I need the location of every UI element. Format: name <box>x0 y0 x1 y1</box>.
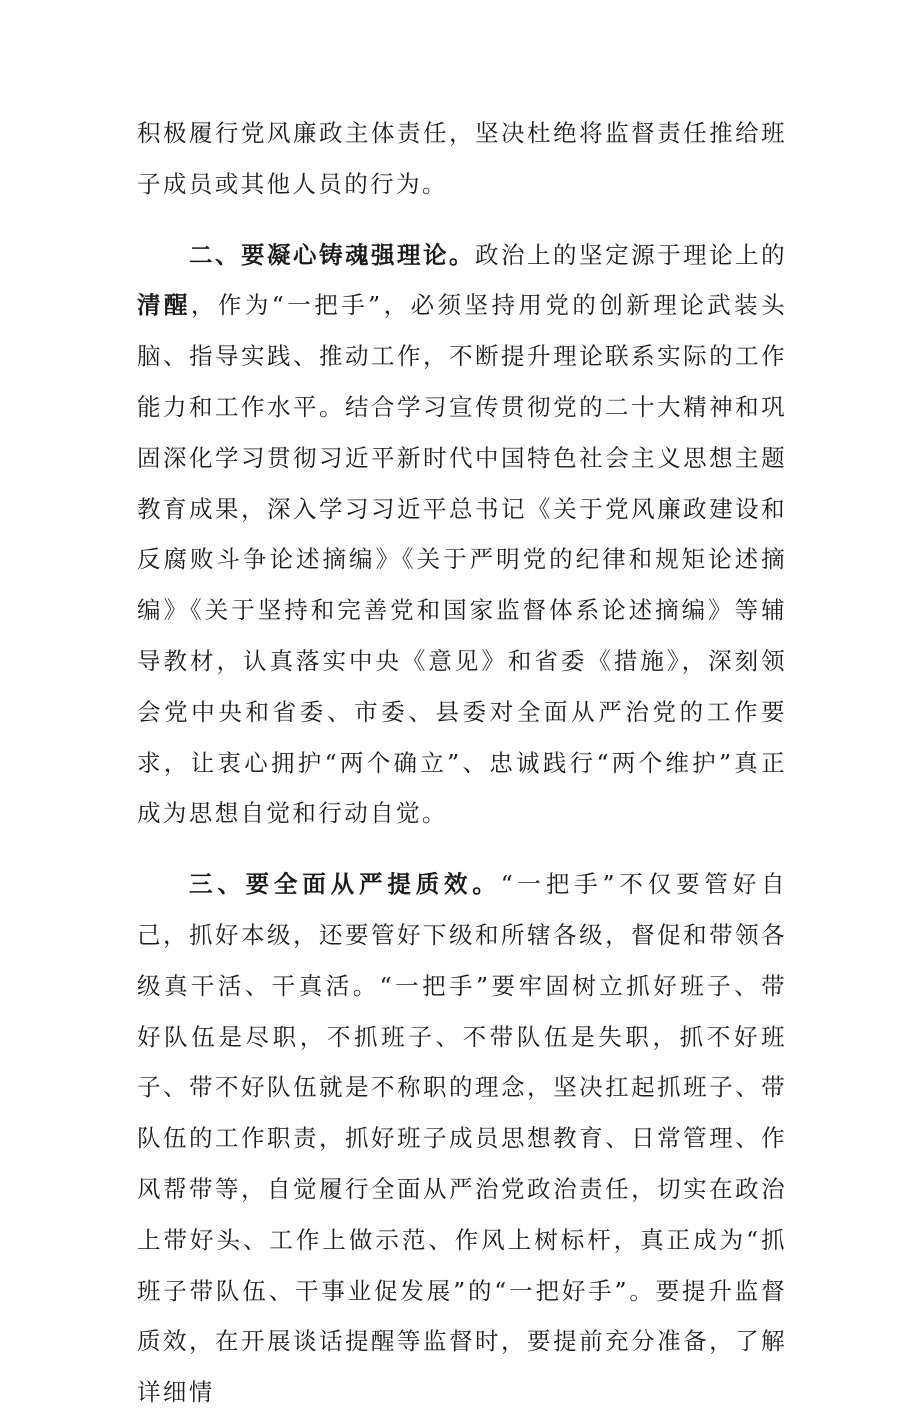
paragraph-theory <box>137 230 787 840</box>
section-heading: 二、要凝心铸魂强理论。 <box>189 240 476 269</box>
paragraph-quality <box>137 859 787 1418</box>
section-heading: 三、要全面从严提质效。 <box>189 870 501 899</box>
paragraph-text: 政治上的坚定源于理论上的 <box>475 240 787 269</box>
paragraph-text: “一把手”不仅要管好自己，抓好本级，还要管好下级和所辖各级，督促和带领各级真干活、干真活。“一把手”要牢固树立抓好班子、带好队伍是尽职，不抓班子、不带队伍是失职，抓不好班子、带不好队伍就是不称职的理念，坚决扛起抓班子、带队伍的工作职责，抓好班子成员思想教育、日常管理、作风帮带等，自觉履行全面从严治党政治责任，切实在政治上带好头、工作上做示范、作风上树标杆，真正成为“抓班子带队伍、干事业促发展”的“一把好手”。要提升监督质效，在开展谈话提醒等监督时，要提前充分准备，了解详细情 <box>137 870 787 1407</box>
paragraph-text: 积极履行党风廉政主体责任，坚决杜绝将监督责任推给班子成员或其他人员的行为。 <box>137 119 787 198</box>
paragraph-continuation <box>137 108 787 210</box>
paragraph-text: ，作为“一把手”，必须坚持用党的创新理论武装头脑、指导实践、推动工作，不断提升理论联系实际的工作能力和工作水平。结合学习宣传贯彻党的二十大精神和巩固深化学习贯彻习近平新时代中国特色社会主义思想主题教育成果，深入学习习近平总书记《关于党风廉政建设和反腐败斗争论述摘编》《关于严明党的纪律和规矩论述摘编》《关于坚持和完善党和国家监督体系论述摘编》等辅导教材，认真落实中央《意见》和省委《措施》，深刻领会党中央和省委、市委、县委对全面从严治党的工作要求，让衷心拥护“两个确立”、忠诚践行“两个维护”真正成为思想自觉和行动自觉。 <box>137 291 787 828</box>
paragraph-gap <box>137 839 787 859</box>
emphasized-word: 清醒 <box>137 291 191 320</box>
document-body <box>137 108 787 1418</box>
paragraph-gap <box>137 210 787 230</box>
